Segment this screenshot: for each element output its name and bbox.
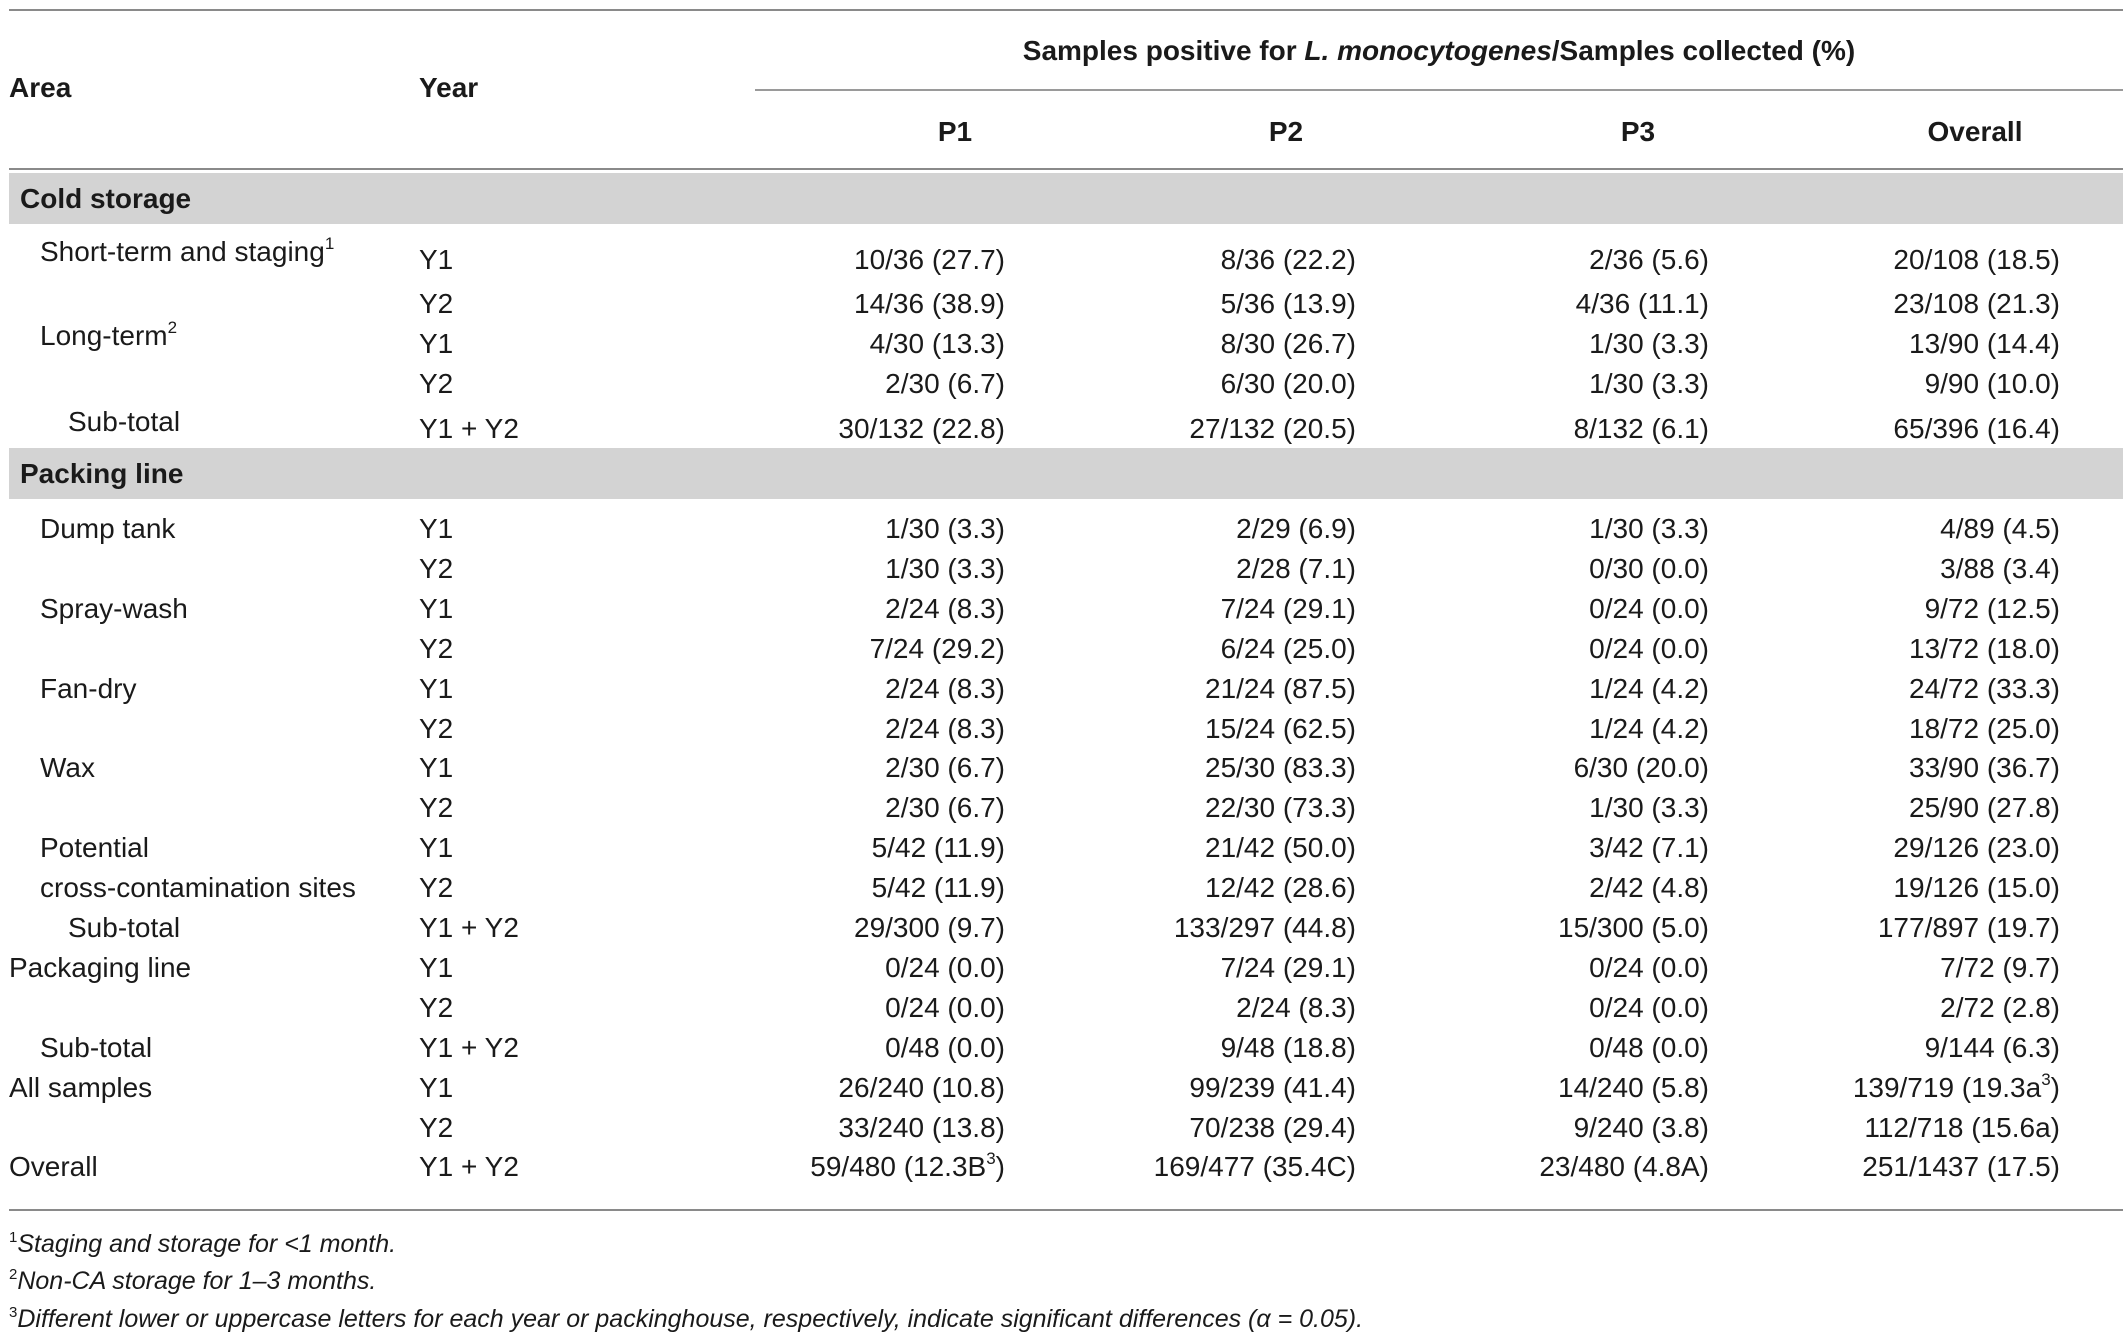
packing-row-5-p1 xyxy=(685,715,1005,743)
cold-row-0-area-text: Short-term and staging xyxy=(40,236,325,267)
packing-row-10-year-text: Y1 + Y2 xyxy=(419,912,519,943)
packing-row-0-area-text: Dump tank xyxy=(40,513,176,544)
packing-row-15-p1 xyxy=(685,1114,1005,1142)
packing-row-6-p2 xyxy=(1036,754,1356,782)
packing-row-15-year-text: Y2 xyxy=(419,1112,454,1143)
packing-row-12-p3-text: 0/24 (0.0) xyxy=(1589,992,1709,1023)
packing-row-16-year-text: Y1 + Y2 xyxy=(419,1151,519,1182)
packing-row-13-p2 xyxy=(1036,1034,1356,1062)
packing-row-14-p2 xyxy=(1036,1074,1356,1102)
packing-row-5-p2-text: 15/24 (62.5) xyxy=(1205,713,1356,744)
packing-row-5-p3-text: 1/24 (4.2) xyxy=(1589,713,1709,744)
table-top-rule xyxy=(9,9,2123,11)
packing-row-0-year xyxy=(419,515,453,543)
packing-row-11-p2-text: 7/24 (29.1) xyxy=(1220,952,1356,983)
packing-row-1-p3 xyxy=(1389,555,1709,583)
packing-row-1-p2-text: 2/28 (7.1) xyxy=(1236,553,1356,584)
packing-row-12-p2-text: 2/24 (8.3) xyxy=(1236,992,1356,1023)
packing-row-4-p2 xyxy=(1036,675,1356,703)
packing-row-6-year-text: Y1 xyxy=(419,752,454,783)
packing-row-7-overall-text: 25/90 (27.8) xyxy=(1909,792,2060,823)
packing-row-4-area xyxy=(40,675,136,703)
packing-row-6-p1-text: 2/30 (6.7) xyxy=(885,752,1005,783)
cold-row-1-p3-text: 4/36 (11.1) xyxy=(1575,288,1709,319)
packing-row-4-p3 xyxy=(1389,675,1709,703)
packing-row-8-area xyxy=(40,834,149,862)
header-p2: P2 xyxy=(1268,116,1304,147)
packing-row-0-p3-text: 1/30 (3.3) xyxy=(1589,513,1709,544)
packing-row-1-overall-text: 3/88 (3.4) xyxy=(1940,553,2060,584)
cold-row-0-overall-text: 20/108 (18.5) xyxy=(1893,244,2060,275)
cold-row-0-p1-text: 10/36 (27.7) xyxy=(854,244,1005,275)
packing-row-14-area-text: All samples xyxy=(9,1072,153,1103)
packing-row-15-p2-text: 70/238 (29.4) xyxy=(1189,1112,1356,1143)
packing-row-2-p3 xyxy=(1389,595,1709,623)
header-p3: P3 xyxy=(1620,116,1656,147)
packing-row-11-year xyxy=(419,954,453,982)
packing-row-13-year-text: Y1 + Y2 xyxy=(419,1032,519,1063)
packing-row-4-year-text: Y1 xyxy=(419,673,454,704)
packing-row-1-overall xyxy=(1740,555,2060,583)
packing-row-10-area xyxy=(68,914,180,942)
packing-row-15-year xyxy=(419,1114,453,1142)
packing-row-2-p2-text: 7/24 (29.1) xyxy=(1220,593,1356,624)
packing-row-12-p1-text: 0/24 (0.0) xyxy=(885,992,1005,1023)
packing-row-16-p2-text: 169/477 (35.4C) xyxy=(1153,1151,1356,1182)
packing-row-8-year-text: Y1 xyxy=(419,832,454,863)
packing-row-0-p1 xyxy=(685,515,1005,543)
cold-row-1-p2 xyxy=(1036,290,1356,318)
packing-row-8-p3-text: 3/42 (7.1) xyxy=(1589,832,1709,863)
packing-row-8-area-text: Potential xyxy=(40,832,149,863)
packing-row-0-overall-text: 4/89 (4.5) xyxy=(1940,513,2060,544)
cold-row-2-p3 xyxy=(1389,330,1709,358)
cold-row-3-p1 xyxy=(685,370,1005,398)
footnote-1-text: Staging and storage for <1 month. xyxy=(17,1230,397,1258)
packing-row-4-year xyxy=(419,675,453,703)
packing-row-7-year xyxy=(419,794,453,822)
packing-row-1-p1 xyxy=(685,555,1005,583)
cold-row-3-overall xyxy=(1740,370,2060,398)
packing-row-11-area xyxy=(9,954,191,982)
packing-row-7-p1 xyxy=(685,794,1005,822)
packing-row-1-p3-text: 0/30 (0.0) xyxy=(1589,553,1709,584)
packing-row-8-overall-text: 29/126 (23.0) xyxy=(1893,832,2060,863)
header-year: Year xyxy=(419,72,479,103)
cold-row-0-area xyxy=(40,234,335,267)
packing-row-15-p3 xyxy=(1389,1114,1709,1142)
cold-row-4-p1-text: 30/132 (22.8) xyxy=(838,413,1005,444)
packing-row-0-p2 xyxy=(1036,515,1356,543)
header-area: Area xyxy=(9,72,72,103)
packing-row-6-area-text: Wax xyxy=(40,752,95,783)
header-spanner-pre: Samples positive for xyxy=(1022,35,1305,66)
packing-row-13-area xyxy=(40,1034,152,1062)
cold-row-2-year xyxy=(419,330,453,358)
packing-row-7-p2-text: 22/30 (73.3) xyxy=(1205,792,1356,823)
packing-row-4-p1-text: 2/24 (8.3) xyxy=(885,673,1005,704)
cold-row-3-overall-text: 9/90 (10.0) xyxy=(1924,368,2060,399)
packing-row-2-year-text: Y1 xyxy=(419,593,454,624)
packing-row-16-p1-tail: ) xyxy=(995,1151,1005,1182)
cold-row-1-p1-text: 14/36 (38.9) xyxy=(854,288,1005,319)
packing-row-5-p2 xyxy=(1036,715,1356,743)
cold-row-2-year-text: Y1 xyxy=(419,328,454,359)
packing-row-12-p3 xyxy=(1389,994,1709,1022)
packing-row-3-overall-text: 13/72 (18.0) xyxy=(1909,633,2060,664)
cold-row-3-p3-text: 1/30 (3.3) xyxy=(1589,368,1709,399)
packing-row-9-year xyxy=(419,874,453,902)
packing-row-12-p2 xyxy=(1036,994,1356,1022)
packing-row-13-p3-text: 0/48 (0.0) xyxy=(1589,1032,1709,1063)
packing-row-5-year-text: Y2 xyxy=(419,713,454,744)
footnote-3-text: Different lower or uppercase letters for each year or packinghouse, respectively, indicate significant differences (α = 0.05). xyxy=(17,1305,1364,1333)
packing-row-16-p1-sup: 3 xyxy=(986,1149,996,1168)
packing-row-7-p3-text: 1/30 (3.3) xyxy=(1589,792,1709,823)
packing-row-7-overall xyxy=(1740,794,2060,822)
packing-row-16-p3-text: 23/480 (4.8A) xyxy=(1539,1151,1709,1182)
packing-row-3-p1 xyxy=(685,635,1005,663)
packing-row-5-p1-text: 2/24 (8.3) xyxy=(885,713,1005,744)
table-bottom-rule xyxy=(9,1209,2123,1211)
packing-row-9-p3-text: 2/42 (4.8) xyxy=(1589,872,1709,903)
packing-row-12-year-text: Y2 xyxy=(419,992,454,1023)
packing-row-7-p1-text: 2/30 (6.7) xyxy=(885,792,1005,823)
packing-row-10-p2-text: 133/297 (44.8) xyxy=(1173,912,1356,943)
packing-row-3-p2-text: 6/24 (25.0) xyxy=(1220,633,1356,664)
cold-row-0-year-text: Y1 xyxy=(419,244,454,275)
packing-row-10-p1-text: 29/300 (9.7) xyxy=(854,912,1005,943)
packing-row-3-overall xyxy=(1740,635,2060,663)
packing-row-13-p1-text: 0/48 (0.0) xyxy=(885,1032,1005,1063)
packing-row-10-p1 xyxy=(685,914,1005,942)
packing-row-4-p3-text: 1/24 (4.2) xyxy=(1589,673,1709,704)
packing-row-11-p2 xyxy=(1036,954,1356,982)
packing-row-4-overall-text: 24/72 (33.3) xyxy=(1909,673,2060,704)
packing-row-13-year xyxy=(419,1034,519,1062)
cold-row-0-p2 xyxy=(1036,246,1356,274)
packing-row-9-overall-text: 19/126 (15.0) xyxy=(1893,872,2060,903)
header-spanner-species: L. monocytogenes xyxy=(1304,35,1552,66)
cold-row-4-p1 xyxy=(685,415,1005,443)
cold-row-4-overall xyxy=(1740,415,2060,443)
packing-row-9-area-text: cross-contamination sites xyxy=(40,872,356,903)
packing-row-13-overall xyxy=(1740,1034,2060,1062)
header-spanner xyxy=(755,37,2123,65)
packing-row-16-area-text: Overall xyxy=(9,1151,98,1182)
header-p1: P1 xyxy=(937,116,973,147)
cold-row-1-p2-text: 5/36 (13.9) xyxy=(1220,288,1356,319)
packing-row-15-p2 xyxy=(1036,1114,1356,1142)
cold-row-2-p1-text: 4/30 (13.3) xyxy=(869,328,1005,359)
packing-row-13-area-text: Sub-total xyxy=(40,1032,153,1063)
cold-row-1-year-text: Y2 xyxy=(419,288,454,319)
packing-row-14-p2-text: 99/239 (41.4) xyxy=(1189,1072,1356,1103)
packing-row-2-area-text: Spray-wash xyxy=(40,593,188,624)
packing-row-16-p3 xyxy=(1389,1153,1709,1181)
cold-row-3-year xyxy=(419,370,453,398)
packing-row-12-overall xyxy=(1740,994,2060,1022)
footnote-1 xyxy=(9,1229,397,1258)
packing-row-3-year-text: Y2 xyxy=(419,633,454,664)
packing-row-2-year xyxy=(419,595,453,623)
packing-row-13-p1 xyxy=(685,1034,1005,1062)
packing-row-9-p2 xyxy=(1036,874,1356,902)
packing-row-14-area xyxy=(9,1074,152,1102)
packing-row-3-p3-text: 0/24 (0.0) xyxy=(1589,633,1709,664)
footnote-2-marker: 2 xyxy=(9,1266,18,1283)
header-spanner-rule xyxy=(755,89,2123,91)
packing-row-6-overall-text: 33/90 (36.7) xyxy=(1909,752,2060,783)
packing-row-14-p1-text: 26/240 (10.8) xyxy=(838,1072,1005,1103)
packing-row-12-overall-text: 2/72 (2.8) xyxy=(1940,992,2060,1023)
packing-row-10-overall-text: 177/897 (19.7) xyxy=(1877,912,2060,943)
packing-row-7-p3 xyxy=(1389,794,1709,822)
packing-row-13-overall-text: 9/144 (6.3) xyxy=(1924,1032,2060,1063)
packing-row-11-p1-text: 0/24 (0.0) xyxy=(885,952,1005,983)
packing-row-4-p2-text: 21/24 (87.5) xyxy=(1205,673,1356,704)
packing-row-11-year-text: Y1 xyxy=(419,952,454,983)
cold-row-1-overall-text: 23/108 (21.3) xyxy=(1893,288,2060,319)
packing-row-16-p2 xyxy=(1036,1153,1356,1181)
packing-row-9-overall xyxy=(1740,874,2060,902)
footnote-2-text: Non-CA storage for 1–3 months. xyxy=(17,1267,377,1295)
section-title-cold-storage: Cold storage xyxy=(20,183,192,214)
packing-row-1-p2 xyxy=(1036,555,1356,583)
packing-row-10-p3-text: 15/300 (5.0) xyxy=(1558,912,1709,943)
cold-row-2-area xyxy=(40,318,178,351)
footnote-3 xyxy=(9,1304,1364,1333)
section-band-cold-storage xyxy=(9,173,2123,224)
cold-row-0-p3 xyxy=(1389,246,1709,274)
cold-row-4-year-text: Y1 + Y2 xyxy=(419,413,519,444)
cold-row-2-p1 xyxy=(685,330,1005,358)
packing-row-8-year xyxy=(419,834,453,862)
packing-row-2-overall xyxy=(1740,595,2060,623)
packing-row-11-overall-text: 7/72 (9.7) xyxy=(1940,952,2060,983)
packing-row-5-p3 xyxy=(1389,715,1709,743)
cold-row-2-overall-text: 13/90 (14.4) xyxy=(1909,328,2060,359)
packing-row-14-overall xyxy=(1740,1070,2060,1103)
packing-row-14-year xyxy=(419,1074,453,1102)
header-bottom-rule xyxy=(9,168,2123,170)
packing-row-5-year xyxy=(419,715,453,743)
packing-row-2-p2 xyxy=(1036,595,1356,623)
packing-row-6-p3-text: 6/30 (20.0) xyxy=(1573,752,1709,783)
packing-row-8-p2-text: 21/42 (50.0) xyxy=(1205,832,1356,863)
packing-row-11-area-text: Packaging line xyxy=(9,952,192,983)
packing-row-16-year xyxy=(419,1153,519,1181)
packing-row-11-overall xyxy=(1740,954,2060,982)
packing-row-9-p1-text: 5/42 (11.9) xyxy=(871,872,1005,903)
packing-row-0-p3 xyxy=(1389,515,1709,543)
packing-row-2-p3-text: 0/24 (0.0) xyxy=(1589,593,1709,624)
packing-row-1-p1-text: 1/30 (3.3) xyxy=(885,553,1005,584)
packing-row-6-year xyxy=(419,754,453,782)
packing-row-10-p2 xyxy=(1036,914,1356,942)
packing-row-14-p3 xyxy=(1389,1074,1709,1102)
cold-row-2-p3-text: 1/30 (3.3) xyxy=(1589,328,1709,359)
packing-row-9-area xyxy=(40,874,356,902)
footnote-3-marker: 3 xyxy=(9,1304,18,1321)
packing-row-12-p1 xyxy=(685,994,1005,1022)
packing-row-15-p1-text: 33/240 (13.8) xyxy=(838,1112,1005,1143)
cold-row-3-year-text: Y2 xyxy=(419,368,454,399)
cold-row-4-area xyxy=(68,408,180,436)
cold-row-2-overall xyxy=(1740,330,2060,358)
cold-row-3-p2 xyxy=(1036,370,1356,398)
cold-row-3-p3 xyxy=(1389,370,1709,398)
packing-row-3-p3 xyxy=(1389,635,1709,663)
packing-row-4-p1 xyxy=(685,675,1005,703)
packing-row-13-p2-text: 9/48 (18.8) xyxy=(1220,1032,1356,1063)
cold-row-4-area-text: Sub-total xyxy=(68,406,181,437)
cold-row-4-p2-text: 27/132 (20.5) xyxy=(1189,413,1356,444)
packing-row-1-year xyxy=(419,555,453,583)
packing-row-0-overall xyxy=(1740,515,2060,543)
cold-row-0-p1 xyxy=(685,246,1005,274)
packing-row-10-overall xyxy=(1740,914,2060,942)
packing-row-7-year-text: Y2 xyxy=(419,792,454,823)
packing-row-2-overall-text: 9/72 (12.5) xyxy=(1924,593,2060,624)
packing-row-15-overall xyxy=(1740,1114,2060,1142)
cold-row-0-year xyxy=(419,246,453,274)
packing-row-0-year-text: Y1 xyxy=(419,513,454,544)
cold-row-2-p2 xyxy=(1036,330,1356,358)
packing-row-16-p1-text: 59/480 (12.3B xyxy=(810,1151,987,1182)
cold-row-4-p2 xyxy=(1036,415,1356,443)
packing-row-8-p1 xyxy=(685,834,1005,862)
packing-row-10-year xyxy=(419,914,519,942)
packing-row-2-area xyxy=(40,595,188,623)
packing-row-10-area-text: Sub-total xyxy=(68,912,181,943)
section-band-packing-line xyxy=(9,448,2123,499)
cold-row-0-overall xyxy=(1740,246,2060,274)
packing-row-6-p2-text: 25/30 (83.3) xyxy=(1205,752,1356,783)
cold-row-1-p1 xyxy=(685,290,1005,318)
packing-row-9-p2-text: 12/42 (28.6) xyxy=(1205,872,1356,903)
footnote-1-marker: 1 xyxy=(9,1229,18,1246)
packing-row-14-p3-text: 14/240 (5.8) xyxy=(1558,1072,1709,1103)
packing-row-8-p3 xyxy=(1389,834,1709,862)
packing-row-0-area xyxy=(40,515,175,543)
packing-row-9-p3 xyxy=(1389,874,1709,902)
packing-row-3-p2 xyxy=(1036,635,1356,663)
packing-row-14-p1 xyxy=(685,1074,1005,1102)
packing-row-0-p2-text: 2/29 (6.9) xyxy=(1236,513,1356,544)
packing-row-15-p3-text: 9/240 (3.8) xyxy=(1573,1112,1709,1143)
packing-row-4-overall xyxy=(1740,675,2060,703)
cold-row-2-p2-text: 8/30 (26.7) xyxy=(1220,328,1356,359)
cold-row-4-p3 xyxy=(1389,415,1709,443)
packing-row-11-p3 xyxy=(1389,954,1709,982)
cold-row-0-p3-text: 2/36 (5.6) xyxy=(1589,244,1709,275)
packing-row-11-p3-text: 0/24 (0.0) xyxy=(1589,952,1709,983)
packing-row-4-area-text: Fan-dry xyxy=(40,673,137,704)
packing-row-2-p1 xyxy=(685,595,1005,623)
footnote-2 xyxy=(9,1266,377,1295)
cold-row-0-p2-text: 8/36 (22.2) xyxy=(1220,244,1356,275)
cold-row-3-p1-text: 2/30 (6.7) xyxy=(885,368,1005,399)
cold-row-4-p3-text: 8/132 (6.1) xyxy=(1573,413,1709,444)
packing-row-14-year-text: Y1 xyxy=(419,1072,454,1103)
packing-row-16-area xyxy=(9,1153,98,1181)
packing-row-6-p1 xyxy=(685,754,1005,782)
packing-row-8-p1-text: 5/42 (11.9) xyxy=(871,832,1005,863)
cold-row-4-year xyxy=(419,415,519,443)
packing-row-8-overall xyxy=(1740,834,2060,862)
packing-row-1-year-text: Y2 xyxy=(419,553,454,584)
packing-row-6-area xyxy=(40,754,95,782)
cold-row-1-year xyxy=(419,290,453,318)
cold-row-1-overall xyxy=(1740,290,2060,318)
packing-row-14-overall-text: 139/719 (19.3a xyxy=(1852,1072,2042,1103)
packing-row-7-p2 xyxy=(1036,794,1356,822)
packing-row-13-p3 xyxy=(1389,1034,1709,1062)
cold-row-3-p2-text: 6/30 (20.0) xyxy=(1220,368,1356,399)
packing-row-14-overall-tail: ) xyxy=(2050,1072,2060,1103)
cold-row-2-area-text: Long-term xyxy=(40,320,168,351)
header-spanner-post: /Samples collected (%) xyxy=(1551,35,1856,66)
packing-row-12-year xyxy=(419,994,453,1022)
packing-row-10-p3 xyxy=(1389,914,1709,942)
packing-row-3-year xyxy=(419,635,453,663)
cold-row-2-area-sup: 2 xyxy=(167,318,178,337)
packing-row-16-overall xyxy=(1740,1153,2060,1181)
packing-row-9-p1 xyxy=(685,874,1005,902)
packing-row-3-p1-text: 7/24 (29.2) xyxy=(869,633,1005,664)
cold-row-1-p3 xyxy=(1389,290,1709,318)
packing-row-14-overall-sup: 3 xyxy=(2041,1070,2051,1089)
packing-row-2-p1-text: 2/24 (8.3) xyxy=(885,593,1005,624)
header-overall: Overall xyxy=(1927,116,2023,147)
packing-row-11-p1 xyxy=(685,954,1005,982)
packing-row-8-p2 xyxy=(1036,834,1356,862)
packing-row-16-overall-text: 251/1437 (17.5) xyxy=(1862,1151,2060,1182)
packing-row-5-overall xyxy=(1740,715,2060,743)
packing-row-5-overall-text: 18/72 (25.0) xyxy=(1909,713,2060,744)
packing-row-9-year-text: Y2 xyxy=(419,872,454,903)
section-title-packing-line: Packing line xyxy=(20,458,184,489)
cold-row-0-area-sup: 1 xyxy=(324,234,335,253)
packing-row-16-p1 xyxy=(685,1149,1005,1182)
cold-row-4-overall-text: 65/396 (16.4) xyxy=(1893,413,2060,444)
packing-row-15-overall-text: 112/718 (15.6a) xyxy=(1864,1112,2060,1143)
packing-row-0-p1-text: 1/30 (3.3) xyxy=(885,513,1005,544)
packing-row-6-overall xyxy=(1740,754,2060,782)
packing-row-6-p3 xyxy=(1389,754,1709,782)
